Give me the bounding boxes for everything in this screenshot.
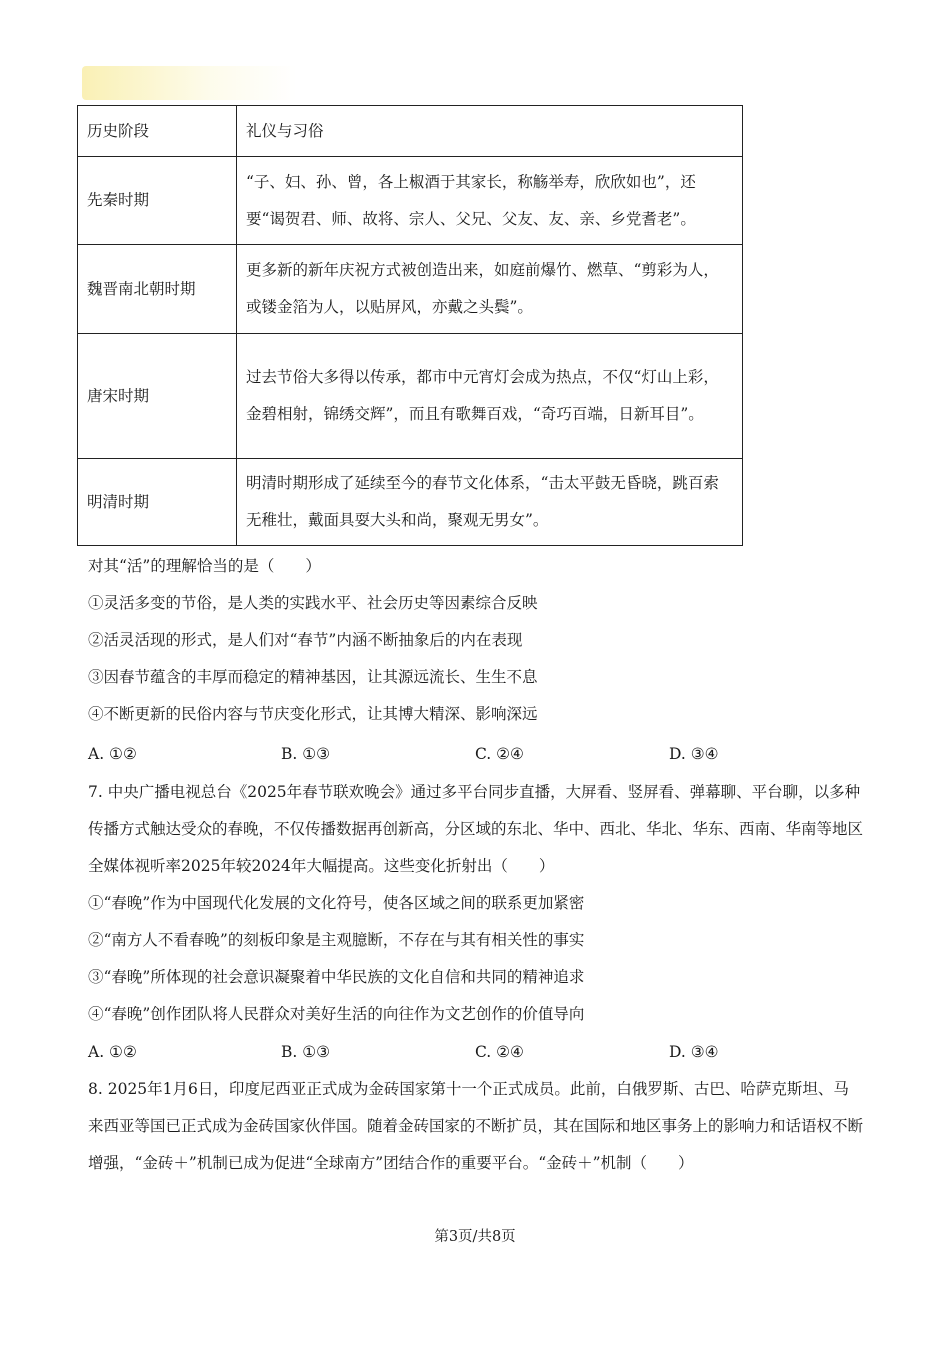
row-stage: 明清时期: [78, 459, 237, 546]
q6-option-c: C. ②④: [475, 745, 524, 763]
q7-option-b: B. ①③: [281, 1043, 331, 1061]
q7-item-4: ④“春晚”创作团队将人民群众对美好生活的向往作为文艺创作的价值导向: [88, 1005, 585, 1023]
page-number: 第3页/共8页: [434, 1229, 516, 1245]
q7-stem: 7. 中央广播电视总台《2025年春节联欢晚会》通过多平台同步直播，大屏看、竖屏看、弹幕聊、平台聊，以多种传播方式触达受众的春晚，不仅传播数据再创新高，分区域的东北、华中、西北、华北、华东、西南、华南等地区全媒体视听率2025年较2024年大幅提高。这些变化折射出（ ）: [88, 783, 864, 875]
row-stage: 魏晋南北朝时期: [78, 245, 237, 334]
row-text: 明清时期形成了延续至今的春节文化体系，“击太平鼓无昏晓，跳百索无稚壮，戴面具耍大头和尚，聚观无男女”。: [237, 459, 743, 546]
q7-item-1: ①“春晚”作为中国现代化发展的文化符号，使各区域之间的联系更加紧密: [88, 894, 585, 912]
header-custom: 礼仪与习俗: [237, 106, 743, 157]
q7-item-3: ③“春晚”所体现的社会意识凝聚着中华民族的文化自信和共同的精神追求: [88, 968, 585, 986]
q7-option-c: C. ②④: [475, 1043, 524, 1061]
q8-stem: 8. 2025年1月6日，印度尼西亚正式成为金砖国家第十一个正式成员。此前，白俄罗斯、古巴、哈萨克斯坦、马来西亚等国已正式成为金砖国家伙伴国。随着金砖国家的不断扩员，其在国际和地区事务上的影响力和话语权不断增强，“金砖＋”机制已成为促进“全球南方”团结合作的重要平台。“金砖＋”机制（ ）: [88, 1080, 864, 1172]
row-text: “子、妇、孙、曾，各上椒酒于其家长，称觞举寿，欣欣如也”，还要“谒贺君、师、故将、宗人、父兄、父友、友、亲、乡党耆老”。: [237, 157, 743, 245]
table-header-row: [78, 106, 743, 157]
row-stage: 唐宋时期: [78, 334, 237, 459]
table-row: [78, 459, 743, 546]
table-row: [78, 334, 743, 459]
q6-option-a: A. ①②: [88, 745, 137, 763]
q7-option-d: D. ③④: [669, 1043, 719, 1061]
header-stage: 历史阶段: [78, 106, 237, 157]
q6-option-d: D. ③④: [669, 745, 719, 763]
q7-item-2: ②“南方人不看春晚”的刻板印象是主观臆断，不存在与其有相关性的事实: [88, 931, 585, 949]
row-stage: 先秦时期: [78, 157, 237, 245]
q6-item-2: ②活灵活现的形式，是人们对“春节”内涵不断抽象后的内在表现: [88, 631, 523, 649]
q6-stem: 对其“活”的理解恰当的是（ ）: [88, 557, 321, 575]
table-row: [78, 245, 743, 334]
ritual-table: [77, 105, 743, 546]
table-row: [78, 157, 743, 245]
q6-item-1: ①灵活多变的节俗，是人类的实践水平、社会历史等因素综合反映: [88, 594, 538, 612]
q7-option-a: A. ①②: [88, 1043, 137, 1061]
q6-item-4: ④不断更新的民俗内容与节庆变化形式，让其博大精深、影响深远: [88, 705, 538, 723]
q6-option-b: B. ①③: [281, 745, 331, 763]
watermark-logo: [82, 66, 297, 100]
row-text: 过去节俗大多得以传承，都市中元宵灯会成为热点，不仅“灯山上彩，金碧相射，锦绣交辉”，而且有歌舞百戏，“奇巧百端，日新耳目”。: [237, 334, 743, 459]
q6-item-3: ③因春节蕴含的丰厚而稳定的精神基因，让其源远流长、生生不息: [88, 668, 538, 686]
row-text: 更多新的新年庆祝方式被创造出来，如庭前爆竹、燃草、“剪彩为人，或镂金箔为人，以贴屏风，亦戴之头鬓”。: [237, 245, 743, 334]
